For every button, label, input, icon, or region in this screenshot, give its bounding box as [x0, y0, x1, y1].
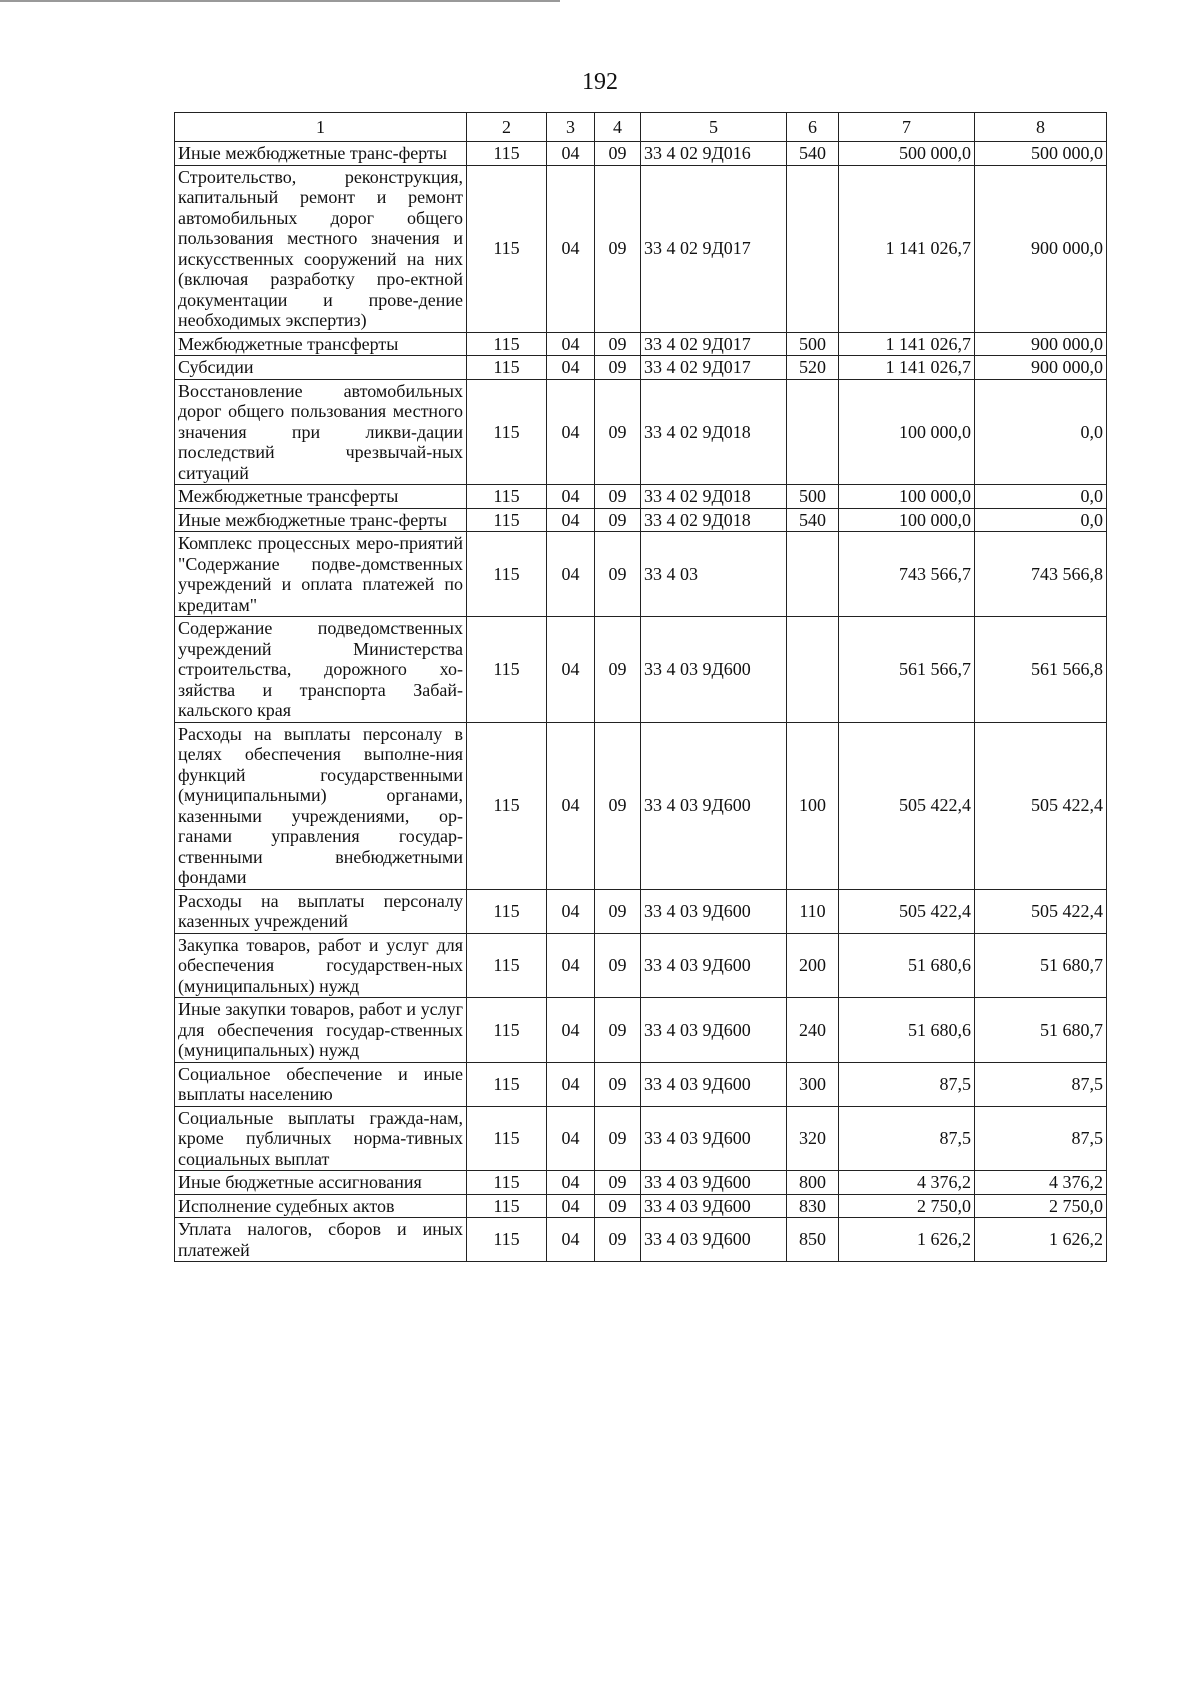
expense-type-cell — [787, 532, 839, 617]
amount-year2-cell: 900 000,0 — [975, 332, 1107, 356]
subsection-code-cell: 09 — [595, 165, 641, 332]
amount-year2-cell: 87,5 — [975, 1062, 1107, 1106]
subsection-code-cell: 09 — [595, 332, 641, 356]
ministry-code-cell: 115 — [467, 1106, 547, 1171]
expense-type-cell — [787, 379, 839, 485]
amount-year1-cell: 4 376,2 — [839, 1171, 975, 1195]
ministry-code-cell: 115 — [467, 1171, 547, 1195]
subsection-code-cell: 09 — [595, 1106, 641, 1171]
amount-year1-cell: 1 141 026,7 — [839, 356, 975, 380]
table-row — [175, 508, 1107, 532]
expense-name-cell: Исполнение судебных актов — [175, 1194, 467, 1218]
target-article-cell: 33 4 03 9Д600 — [641, 933, 787, 998]
target-article-cell: 33 4 02 9Д018 — [641, 379, 787, 485]
subsection-code-cell: 09 — [595, 722, 641, 889]
table-row — [175, 332, 1107, 356]
table-row — [175, 1218, 1107, 1262]
section-code-cell: 04 — [547, 165, 595, 332]
expense-name-cell: Содержание подведомственных учреждений Министерства строительства, дорожного хо-зяйства и транспорта Забай-кальского края — [175, 617, 467, 723]
table-row — [175, 998, 1107, 1063]
ministry-code-cell: 115 — [467, 508, 547, 532]
header-row — [175, 113, 1107, 142]
section-code-cell: 04 — [547, 379, 595, 485]
section-code-cell: 04 — [547, 1062, 595, 1106]
column-header: 2 — [467, 113, 547, 142]
target-article-cell: 33 4 03 9Д600 — [641, 1062, 787, 1106]
subsection-code-cell: 09 — [595, 508, 641, 532]
subsection-code-cell: 09 — [595, 1194, 641, 1218]
amount-year2-cell: 4 376,2 — [975, 1171, 1107, 1195]
target-article-cell: 33 4 03 9Д600 — [641, 998, 787, 1063]
amount-year2-cell: 900 000,0 — [975, 356, 1107, 380]
target-article-cell: 33 4 03 9Д600 — [641, 889, 787, 933]
section-code-cell: 04 — [547, 889, 595, 933]
expense-name-cell: Иные бюджетные ассигнования — [175, 1171, 467, 1195]
table-row — [175, 1106, 1107, 1171]
amount-year2-cell: 1 626,2 — [975, 1218, 1107, 1262]
amount-year2-cell: 87,5 — [975, 1106, 1107, 1171]
amount-year2-cell: 0,0 — [975, 379, 1107, 485]
amount-year1-cell: 505 422,4 — [839, 722, 975, 889]
amount-year1-cell: 51 680,6 — [839, 933, 975, 998]
subsection-code-cell: 09 — [595, 998, 641, 1063]
expense-type-cell: 500 — [787, 332, 839, 356]
amount-year2-cell: 0,0 — [975, 485, 1107, 509]
target-article-cell: 33 4 02 9Д017 — [641, 165, 787, 332]
amount-year1-cell: 500 000,0 — [839, 142, 975, 166]
section-code-cell: 04 — [547, 332, 595, 356]
amount-year2-cell: 500 000,0 — [975, 142, 1107, 166]
table-row — [175, 532, 1107, 617]
ministry-code-cell: 115 — [467, 532, 547, 617]
table-row — [175, 379, 1107, 485]
expense-type-cell — [787, 617, 839, 723]
expense-name-cell: Межбюджетные трансферты — [175, 332, 467, 356]
expense-type-cell — [787, 165, 839, 332]
target-article-cell: 33 4 03 9Д600 — [641, 1171, 787, 1195]
amount-year1-cell: 1 141 026,7 — [839, 332, 975, 356]
expense-type-cell: 300 — [787, 1062, 839, 1106]
subsection-code-cell: 09 — [595, 933, 641, 998]
target-article-cell: 33 4 02 9Д018 — [641, 485, 787, 509]
amount-year1-cell: 743 566,7 — [839, 532, 975, 617]
amount-year1-cell: 100 000,0 — [839, 508, 975, 532]
expense-type-cell: 540 — [787, 508, 839, 532]
target-article-cell: 33 4 02 9Д017 — [641, 332, 787, 356]
amount-year2-cell: 900 000,0 — [975, 165, 1107, 332]
expense-type-cell: 200 — [787, 933, 839, 998]
expense-name-cell: Расходы на выплаты персоналу казенных учреждений — [175, 889, 467, 933]
subsection-code-cell: 09 — [595, 617, 641, 723]
expense-type-cell: 500 — [787, 485, 839, 509]
table-row — [175, 933, 1107, 998]
table-row — [175, 485, 1107, 509]
subsection-code-cell: 09 — [595, 379, 641, 485]
amount-year1-cell: 561 566,7 — [839, 617, 975, 723]
table-row — [175, 165, 1107, 332]
target-article-cell: 33 4 02 9Д016 — [641, 142, 787, 166]
expense-name-cell: Субсидии — [175, 356, 467, 380]
ministry-code-cell: 115 — [467, 165, 547, 332]
amount-year2-cell: 51 680,7 — [975, 933, 1107, 998]
ministry-code-cell: 115 — [467, 722, 547, 889]
page-number: 192 — [582, 69, 618, 95]
target-article-cell: 33 4 03 9Д600 — [641, 1194, 787, 1218]
amount-year1-cell: 100 000,0 — [839, 485, 975, 509]
column-header: 4 — [595, 113, 641, 142]
expense-name-cell: Закупка товаров, работ и услуг для обеспечения государствен-ных (муниципальных) нужд — [175, 933, 467, 998]
table-row — [175, 142, 1107, 166]
column-header: 1 — [175, 113, 467, 142]
amount-year2-cell: 561 566,8 — [975, 617, 1107, 723]
section-code-cell: 04 — [547, 617, 595, 723]
section-code-cell: 04 — [547, 1194, 595, 1218]
section-code-cell: 04 — [547, 485, 595, 509]
expense-type-cell: 540 — [787, 142, 839, 166]
expense-name-cell: Социальное обеспечение и иные выплаты населению — [175, 1062, 467, 1106]
expense-type-cell: 240 — [787, 998, 839, 1063]
table-row — [175, 1062, 1107, 1106]
target-article-cell: 33 4 03 9Д600 — [641, 1218, 787, 1262]
amount-year1-cell: 2 750,0 — [839, 1194, 975, 1218]
section-code-cell: 04 — [547, 1171, 595, 1195]
ministry-code-cell: 115 — [467, 485, 547, 509]
expense-name-cell: Строительство, реконструкция, капитальный ремонт и ремонт автомобильных дорог общего пользования местного значения и искусственных сооружений на них (включая разработку про-ектной документации и прове-дение необходимых экспертиз) — [175, 165, 467, 332]
subsection-code-cell: 09 — [595, 532, 641, 617]
expense-type-cell: 850 — [787, 1218, 839, 1262]
amount-year2-cell: 505 422,4 — [975, 722, 1107, 889]
section-code-cell: 04 — [547, 1218, 595, 1262]
amount-year1-cell: 87,5 — [839, 1062, 975, 1106]
table-row — [175, 722, 1107, 889]
amount-year1-cell: 505 422,4 — [839, 889, 975, 933]
subsection-code-cell: 09 — [595, 485, 641, 509]
target-article-cell: 33 4 03 9Д600 — [641, 722, 787, 889]
amount-year2-cell: 51 680,7 — [975, 998, 1107, 1063]
expense-type-cell: 110 — [787, 889, 839, 933]
expense-name-cell: Иные межбюджетные транс-ферты — [175, 508, 467, 532]
scan-top-line — [0, 0, 560, 2]
amount-year2-cell: 2 750,0 — [975, 1194, 1107, 1218]
subsection-code-cell: 09 — [595, 1218, 641, 1262]
target-article-cell: 33 4 03 9Д600 — [641, 1106, 787, 1171]
subsection-code-cell: 09 — [595, 889, 641, 933]
amount-year1-cell: 1 141 026,7 — [839, 165, 975, 332]
ministry-code-cell: 115 — [467, 933, 547, 998]
subsection-code-cell: 09 — [595, 1062, 641, 1106]
expense-type-cell: 830 — [787, 1194, 839, 1218]
column-header: 5 — [641, 113, 787, 142]
table-body — [175, 142, 1107, 1262]
table-row — [175, 1171, 1107, 1195]
target-article-cell: 33 4 03 — [641, 532, 787, 617]
target-article-cell: 33 4 02 9Д018 — [641, 508, 787, 532]
subsection-code-cell: 09 — [595, 1171, 641, 1195]
expense-name-cell: Восстановление автомобильных дорог общего пользования местного значения при ликви-дации последствий чрезвычай-ных ситуаций — [175, 379, 467, 485]
target-article-cell: 33 4 03 9Д600 — [641, 617, 787, 723]
amount-year1-cell: 100 000,0 — [839, 379, 975, 485]
ministry-code-cell: 115 — [467, 1062, 547, 1106]
amount-year1-cell: 87,5 — [839, 1106, 975, 1171]
column-header: 6 — [787, 113, 839, 142]
expense-name-cell: Расходы на выплаты персоналу в целях обеспечения выполне-ния функций государственными (муниципальными) органами, казенными учреждениями, ор-ганами управления государ-ственными внебюджетными фондами — [175, 722, 467, 889]
section-code-cell: 04 — [547, 356, 595, 380]
column-header: 8 — [975, 113, 1107, 142]
table-row — [175, 617, 1107, 723]
amount-year2-cell: 0,0 — [975, 508, 1107, 532]
amount-year1-cell: 1 626,2 — [839, 1218, 975, 1262]
section-code-cell: 04 — [547, 1106, 595, 1171]
section-code-cell: 04 — [547, 722, 595, 889]
amount-year1-cell: 51 680,6 — [839, 998, 975, 1063]
column-header: 7 — [839, 113, 975, 142]
section-code-cell: 04 — [547, 532, 595, 617]
expense-name-cell: Комплекс процессных меро-приятий "Содержание подве-домственных учреждений и оплата платежей по кредитам" — [175, 532, 467, 617]
expense-name-cell: Межбюджетные трансферты — [175, 485, 467, 509]
expense-type-cell: 320 — [787, 1106, 839, 1171]
amount-year2-cell: 505 422,4 — [975, 889, 1107, 933]
ministry-code-cell: 115 — [467, 617, 547, 723]
target-article-cell: 33 4 02 9Д017 — [641, 356, 787, 380]
expense-name-cell: Социальные выплаты гражда-нам, кроме публичных норма-тивных социальных выплат — [175, 1106, 467, 1171]
budget-table — [174, 112, 1107, 1262]
table-row — [175, 1194, 1107, 1218]
column-header: 3 — [547, 113, 595, 142]
expense-type-cell: 520 — [787, 356, 839, 380]
ministry-code-cell: 115 — [467, 889, 547, 933]
subsection-code-cell: 09 — [595, 356, 641, 380]
expense-name-cell: Иные закупки товаров, работ и услуг для обеспечения государ-ственных (муниципальных) нужд — [175, 998, 467, 1063]
expense-type-cell: 800 — [787, 1171, 839, 1195]
section-code-cell: 04 — [547, 933, 595, 998]
ministry-code-cell: 115 — [467, 1218, 547, 1262]
section-code-cell: 04 — [547, 142, 595, 166]
section-code-cell: 04 — [547, 508, 595, 532]
ministry-code-cell: 115 — [467, 998, 547, 1063]
table-row — [175, 889, 1107, 933]
amount-year2-cell: 743 566,8 — [975, 532, 1107, 617]
table-row — [175, 356, 1107, 380]
ministry-code-cell: 115 — [467, 142, 547, 166]
ministry-code-cell: 115 — [467, 379, 547, 485]
ministry-code-cell: 115 — [467, 1194, 547, 1218]
expense-name-cell: Уплата налогов, сборов и иных платежей — [175, 1218, 467, 1262]
subsection-code-cell: 09 — [595, 142, 641, 166]
expense-name-cell: Иные межбюджетные транс-ферты — [175, 142, 467, 166]
expense-type-cell: 100 — [787, 722, 839, 889]
ministry-code-cell: 115 — [467, 332, 547, 356]
ministry-code-cell: 115 — [467, 356, 547, 380]
section-code-cell: 04 — [547, 998, 595, 1063]
